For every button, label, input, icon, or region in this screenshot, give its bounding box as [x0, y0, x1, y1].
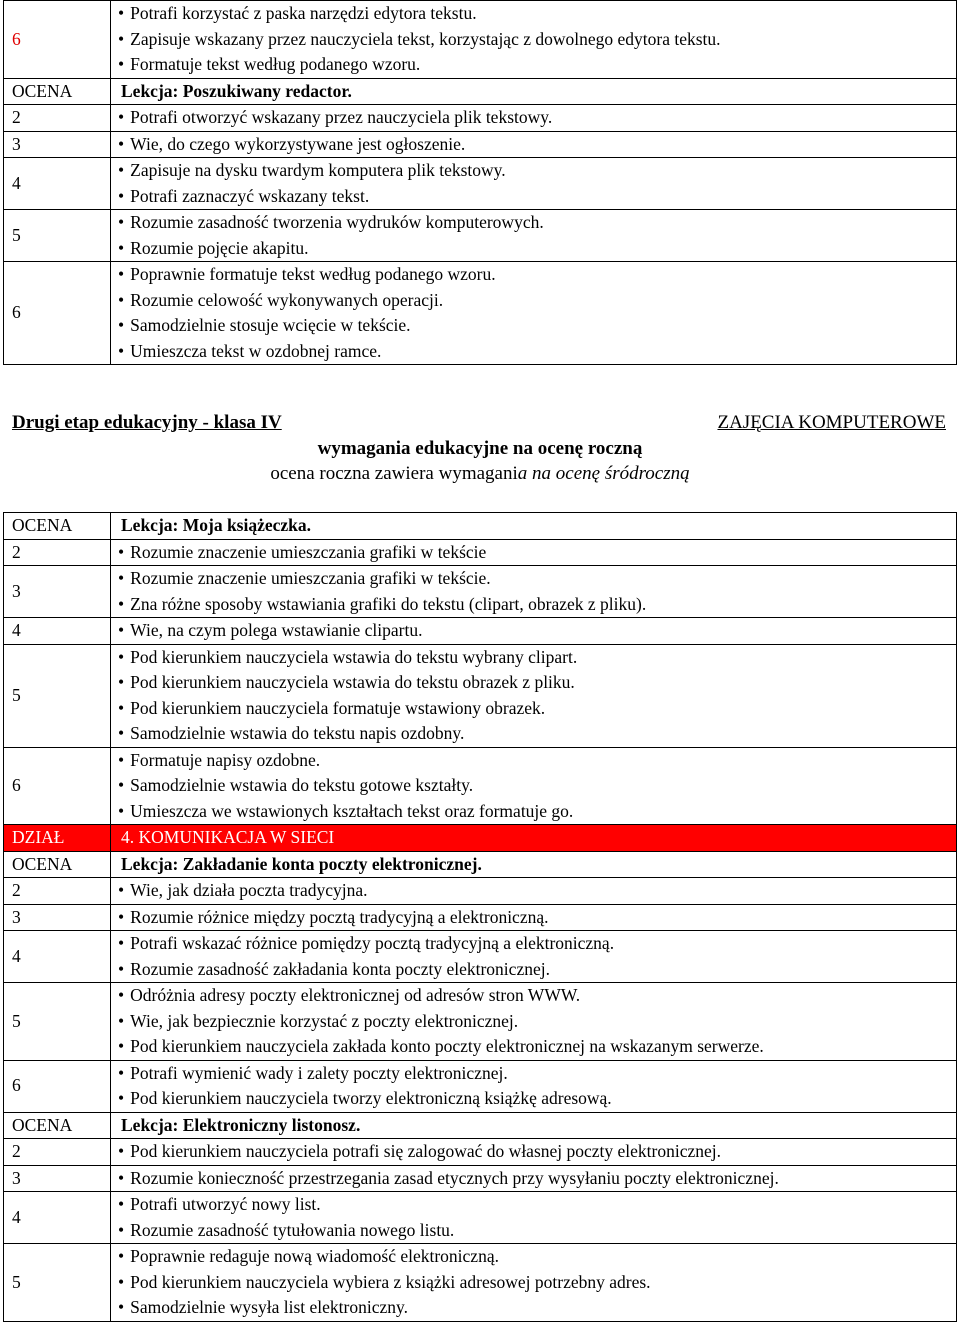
- requirement-item: • Rozumie konieczność przestrzegania zasad etycznych przy wysyłaniu poczty elektronicznej.: [118, 1166, 952, 1192]
- requirement-list: [111, 1139, 957, 1166]
- requirement-item: • Potrafi otworzyć wskazany przez nauczyciela plik tekstowy.: [118, 105, 952, 131]
- lesson-header-row: [4, 1112, 957, 1139]
- requirement-item: • Zna różne sposoby wstawiania grafiki do tekstu (clipart, obrazek z pliku).: [118, 592, 952, 618]
- requirement-row: [4, 566, 957, 618]
- requirement-list: [111, 105, 957, 132]
- requirement-item: • Wie, do czego wykorzystywane jest ogłoszenie.: [118, 132, 952, 158]
- requirement-row: [4, 210, 957, 262]
- lesson-title: Lekcja: Elektroniczny listonosz.: [111, 1112, 957, 1139]
- requirement-item: • Pod kierunkiem nauczyciela potrafi się zalogować do własnej poczty elektronicznej.: [118, 1139, 952, 1165]
- grade-cell: DZIAŁ: [4, 825, 111, 852]
- requirement-item: • Wie, jak działa poczta tradycyjna.: [118, 878, 952, 904]
- requirement-item: • Rozumie pojęcie akapitu.: [118, 236, 952, 262]
- requirement-item: • Zapisuje na dysku twardym komputera plik tekstowy.: [118, 158, 952, 184]
- requirement-item: • Rozumie celowość wykonywanych operacji.: [118, 288, 952, 314]
- requirement-item: • Poprawnie redaguje nową wiadomość elektroniczną.: [118, 1244, 952, 1270]
- requirement-list: [111, 904, 957, 931]
- requirement-row: [4, 262, 957, 365]
- requirement-row: [4, 904, 957, 931]
- requirement-row: [4, 1139, 957, 1166]
- requirement-row: [4, 878, 957, 905]
- grade-cell: 3: [4, 566, 111, 618]
- requirement-list: [111, 747, 957, 825]
- requirement-list: [111, 1, 957, 79]
- requirement-list: [111, 644, 957, 747]
- lesson-header-row: [4, 851, 957, 878]
- grade-cell: 4: [4, 618, 111, 645]
- grade-cell: 3: [4, 1165, 111, 1192]
- grade-cell: 4: [4, 931, 111, 983]
- requirement-item: • Umieszcza tekst w ozdobnej ramce.: [118, 339, 952, 365]
- requirement-row: [4, 747, 957, 825]
- requirement-list: [111, 131, 957, 158]
- requirement-item: • Samodzielnie wstawia do tekstu napis ozdobny.: [118, 721, 952, 747]
- annual-note-plain: ocena roczna zawiera wymagani: [270, 463, 518, 484]
- requirement-row: [4, 131, 957, 158]
- requirement-item: • Formatuje tekst według podanego wzoru.: [118, 52, 952, 78]
- requirement-item: • Umieszcza we wstawionych kształtach tekst oraz formatuje go.: [118, 799, 952, 825]
- grade-cell: OCENA: [4, 78, 111, 105]
- section-heading: [12, 412, 946, 438]
- lesson-title: Lekcja: Poszukiwany redactor.: [111, 78, 957, 105]
- requirement-item: • Poprawnie formatuje tekst według podanego wzoru.: [118, 262, 952, 288]
- requirement-list: [111, 931, 957, 983]
- grade-cell: OCENA: [4, 513, 111, 540]
- requirement-list: [111, 618, 957, 645]
- requirement-list: [111, 158, 957, 210]
- lesson-title: Lekcja: Zakładanie konta poczty elektronicznej.: [111, 851, 957, 878]
- requirement-row: [4, 105, 957, 132]
- requirement-list: [111, 210, 957, 262]
- lesson-title: Lekcja: Moja książeczka.: [111, 513, 957, 540]
- requirement-item: • Potrafi zaznaczyć wskazany tekst.: [118, 184, 952, 210]
- requirement-item: • Potrafi utworzyć nowy list.: [118, 1192, 952, 1218]
- requirement-row: [4, 1, 957, 79]
- grade-cell: 6: [4, 262, 111, 365]
- requirement-item: • Pod kierunkiem nauczyciela wstawia do tekstu wybrany clipart.: [118, 645, 952, 671]
- section-title: 4. KOMUNIKACJA W SIECI: [111, 825, 957, 852]
- requirement-item: • Samodzielnie stosuje wcięcie w tekście.: [118, 313, 952, 339]
- requirement-item: • Rozumie zasadność tworzenia wydruków komputerowych.: [118, 210, 952, 236]
- grade-cell: 5: [4, 1244, 111, 1322]
- grade-cell: 4: [4, 1192, 111, 1244]
- grade-cell: OCENA: [4, 1112, 111, 1139]
- grade-cell: 2: [4, 1139, 111, 1166]
- requirements-table-top: [3, 0, 957, 365]
- requirement-row: [4, 644, 957, 747]
- requirement-item: • Samodzielnie wstawia do tekstu gotowe kształty.: [118, 773, 952, 799]
- requirement-list: [111, 983, 957, 1061]
- requirement-row: [4, 1165, 957, 1192]
- requirement-item: • Rozumie znaczenie umieszczania grafiki w tekście.: [118, 566, 952, 592]
- requirement-item: • Rozumie znaczenie umieszczania grafiki w tekście: [118, 540, 952, 566]
- requirement-row: [4, 1244, 957, 1322]
- grade-cell: 4: [4, 158, 111, 210]
- requirement-row: [4, 983, 957, 1061]
- requirement-item: • Pod kierunkiem nauczyciela formatuje wstawiony obrazek.: [118, 696, 952, 722]
- requirement-item: • Zapisuje wskazany przez nauczyciela tekst, korzystając z dowolnego edytora tekstu.: [118, 27, 952, 53]
- grade-cell: 3: [4, 131, 111, 158]
- requirement-row: [4, 1192, 957, 1244]
- stage-title: Drugi etap edukacyjny - klasa IV: [12, 412, 282, 433]
- lesson-header-row: [4, 78, 957, 105]
- requirement-item: • Pod kierunkiem nauczyciela wstawia do tekstu obrazek z pliku.: [118, 670, 952, 696]
- requirement-list: [111, 539, 957, 566]
- requirement-item: • Potrafi wymienić wady i zalety poczty elektronicznej.: [118, 1061, 952, 1087]
- grade-cell: 5: [4, 983, 111, 1061]
- annual-note: [0, 463, 960, 485]
- requirement-row: [4, 158, 957, 210]
- requirement-item: • Potrafi wskazać różnice pomiędzy pocztą tradycyjną a elektroniczną.: [118, 931, 952, 957]
- grade-cell: 5: [4, 644, 111, 747]
- requirement-item: • Pod kierunkiem nauczyciela wybiera z książki adresowej potrzebny adres.: [118, 1270, 952, 1296]
- grade-cell: 2: [4, 878, 111, 905]
- grade-cell: 3: [4, 904, 111, 931]
- requirements-table-bottom: [3, 512, 957, 1322]
- grade-cell: 2: [4, 105, 111, 132]
- requirement-list: [111, 566, 957, 618]
- annual-requirements-subtitle: wymagania edukacyjne na ocenę roczną: [317, 438, 643, 459]
- section-header-row: [4, 825, 957, 852]
- requirement-item: • Pod kierunkiem nauczyciela tworzy elektroniczną książkę adresową.: [118, 1086, 952, 1112]
- grade-cell: 6: [4, 1060, 111, 1112]
- requirement-item: • Odróżnia adresy poczty elektronicznej od adresów stron WWW.: [118, 983, 952, 1009]
- requirement-item: • Pod kierunkiem nauczyciela zakłada konto poczty elektronicznej na wskazanym serwerze.: [118, 1034, 952, 1060]
- requirement-list: [111, 878, 957, 905]
- requirement-list: [111, 1165, 957, 1192]
- requirement-list: [111, 1244, 957, 1322]
- requirement-item: • Wie, jak bezpiecznie korzystać z poczty elektronicznej.: [118, 1009, 952, 1035]
- requirement-item: • Rozumie zasadność zakładania konta poczty elektronicznej.: [118, 957, 952, 983]
- grade-cell: OCENA: [4, 851, 111, 878]
- requirement-item: • Samodzielnie wysyła list elektroniczny.: [118, 1295, 952, 1321]
- requirement-row: [4, 1060, 957, 1112]
- requirement-row: [4, 931, 957, 983]
- requirement-item: • Formatuje napisy ozdobne.: [118, 748, 952, 774]
- requirement-list: [111, 1060, 957, 1112]
- grade-cell: 6: [4, 747, 111, 825]
- requirement-item: • Rozumie różnice między pocztą tradycyjną a elektroniczną.: [118, 905, 952, 931]
- requirement-item: • Potrafi korzystać z paska narzędzi edytora tekstu.: [118, 1, 952, 27]
- grade-cell: 5: [4, 210, 111, 262]
- annual-note-italic: a na ocenę śródroczną: [517, 463, 690, 484]
- grade-cell: 6: [4, 1, 111, 79]
- grade-cell: 2: [4, 539, 111, 566]
- subject-title: ZAJĘCIA KOMPUTEROWE: [717, 412, 946, 433]
- requirement-list: [111, 1192, 957, 1244]
- requirement-row: [4, 539, 957, 566]
- lesson-header-row: [4, 513, 957, 540]
- requirement-item: • Wie, na czym polega wstawianie clipartu.: [118, 618, 952, 644]
- requirement-list: [111, 262, 957, 365]
- requirement-row: [4, 618, 957, 645]
- requirement-item: • Rozumie zasadność tytułowania nowego listu.: [118, 1218, 952, 1244]
